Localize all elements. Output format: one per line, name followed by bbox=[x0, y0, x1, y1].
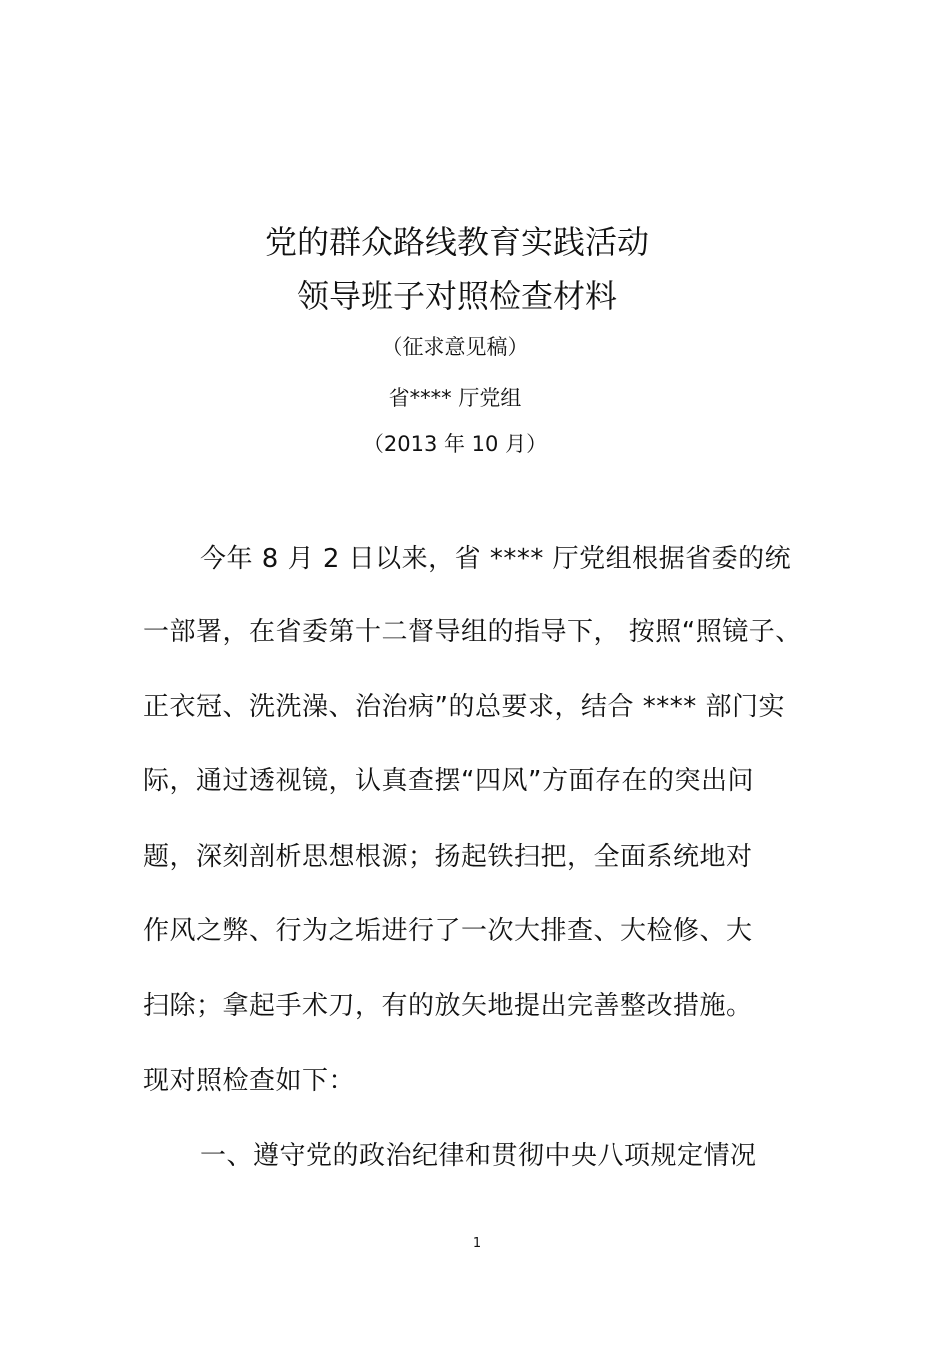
document-title-line-1: 党的群众路线教育实践活动 bbox=[264, 223, 649, 261]
organization-name: 省**** 厅党组 bbox=[388, 386, 522, 410]
paragraph-line: 题，深刻剖析思想根源；扬起铁扫把，全面系统地对 bbox=[143, 842, 753, 872]
section-heading: 一、遵守党的政治纪律和贯彻中央八项规定情况 bbox=[200, 1141, 757, 1171]
paragraph-line: 作风之弊、行为之垢进行了一次大排查、大检修、大 bbox=[143, 916, 753, 946]
paragraph-line: 扫除；拿起手术刀，有的放矢地提出完善整改措施。 bbox=[143, 991, 753, 1021]
paragraph-line: 际，通过透视镜，认真查摆“四风”方面存在的突出问 bbox=[143, 766, 754, 796]
document-date: （2013 年 10 月） bbox=[362, 432, 548, 456]
draft-note: （征求意见稿） bbox=[381, 335, 529, 359]
page-number: 1 bbox=[472, 1236, 482, 1251]
paragraph-line: 今年 8 月 2 日以来，省 **** 厅党组根据省委的统 bbox=[200, 544, 792, 574]
document-title-line-2: 领导班子对照检查材料 bbox=[296, 277, 617, 315]
paragraph-line: 正衣冠、洗洗澡、治治病”的总要求，结合 **** 部门实 bbox=[143, 692, 785, 722]
paragraph-line: 一部署，在省委第十二督导组的指导下， 按照“照镜子、 bbox=[143, 617, 802, 647]
paragraph-line: 现对照检查如下： bbox=[143, 1066, 356, 1096]
